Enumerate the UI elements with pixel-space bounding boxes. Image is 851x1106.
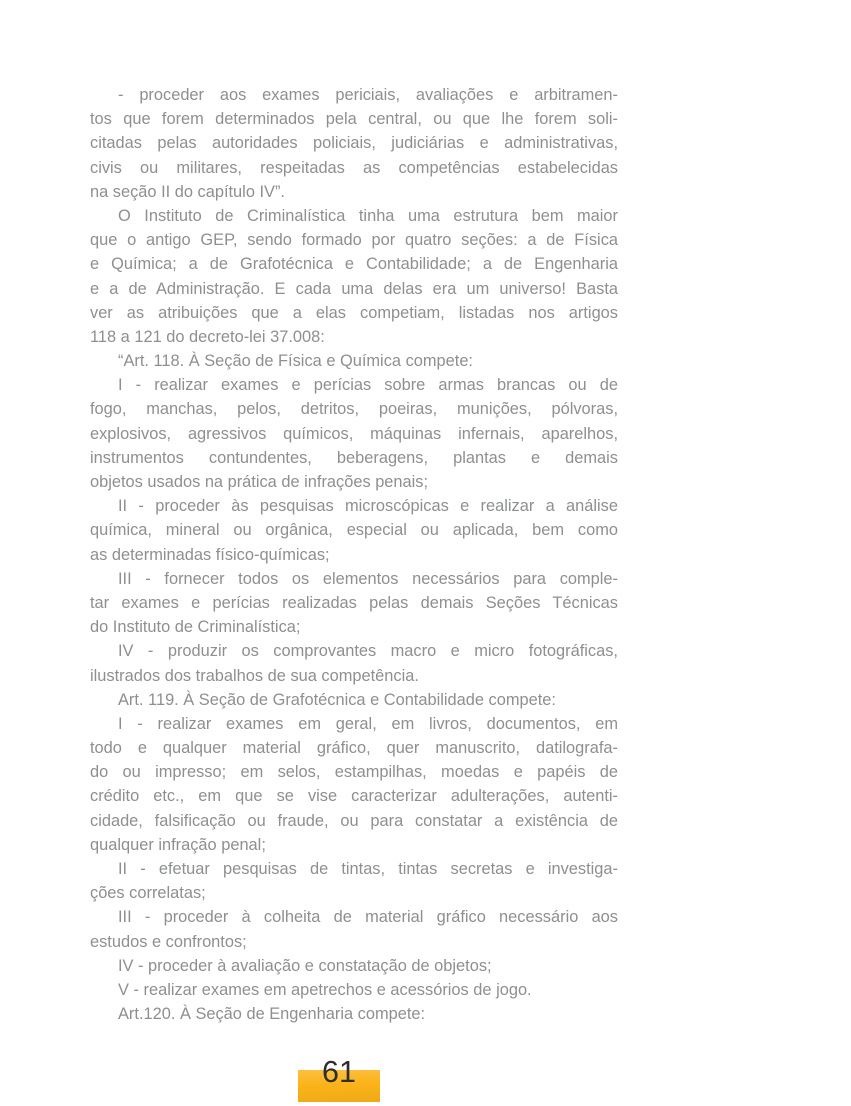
text-line: do Instituto de Criminalística; [90, 618, 301, 637]
text-line: crédito etc., em que se vise caracterizar adulterações, autenti- [90, 787, 618, 806]
paragraph [90, 954, 618, 978]
text-line: ver as atribuições que a elas competiam, listadas nos artigos [90, 303, 618, 322]
text-line: III - proceder à colheita de material gráfico necessário aos [118, 908, 618, 927]
paragraph [90, 204, 618, 349]
text-line: na seção II do capítulo IV”. [90, 182, 285, 201]
text-line: as determinadas físico-químicas; [90, 545, 330, 564]
text-line: - proceder aos exames periciais, avaliações e arbitramen- [118, 86, 618, 104]
paragraph [90, 494, 618, 567]
text-line: cidade, falsificação ou fraude, ou para constatar a existência de [90, 811, 618, 830]
text-line: tos que forem determinados pela central, ou que lhe forem soli- [90, 110, 618, 129]
text-line: V - realizar exames em apetrechos e acessórios de jogo. [118, 980, 532, 999]
text-line: O Instituto de Criminalística tinha uma estrutura bem maior [118, 206, 618, 225]
text-line: qualquer infração penal; [90, 835, 266, 854]
page-number: 61 [322, 1055, 356, 1089]
text-line: ções correlatas; [90, 884, 206, 903]
paragraph [90, 857, 618, 905]
text-line: I - realizar exames e perícias sobre armas brancas ou de [118, 376, 618, 395]
text-line: IV - proceder à avaliação e constatação de objetos; [118, 956, 492, 975]
text-line: do ou impresso; em selos, estampilhas, moedas e papéis de [90, 763, 618, 782]
text-line: II - proceder às pesquisas microscópicas e realizar a análise [118, 497, 618, 516]
text-line: IV - produzir os comprovantes macro e micro fotográficas, [118, 642, 618, 661]
paragraph [90, 688, 618, 712]
text-line: e Química; a de Grafotécnica e Contabilidade; a de Engenharia [90, 255, 618, 274]
paragraph [90, 349, 618, 373]
text-line: ilustrados dos trabalhos de sua competência. [90, 666, 419, 685]
paragraph [90, 978, 618, 1026]
paragraph [90, 567, 618, 640]
text-line: que o antigo GEP, sendo formado por quatro seções: a de Física [90, 231, 618, 250]
text-line: I - realizar exames em geral, em livros, documentos, em [118, 714, 618, 733]
paragraph [90, 639, 618, 687]
text-line: III - fornecer todos os elementos necessários para comple- [118, 569, 618, 588]
text-line: civis ou militares, respeitadas as competências estabelecidas [90, 158, 618, 177]
paragraph [90, 373, 618, 494]
text-line: explosivos, agressivos químicos, máquinas infernais, aparelhos, [90, 424, 618, 443]
text-line: tar exames e perícias realizadas pelas demais Seções Técnicas [90, 593, 618, 612]
paragraph [90, 712, 618, 857]
text-line: 118 a 121 do decreto-lei 37.008: [90, 327, 325, 346]
paragraph [90, 905, 618, 953]
paragraph [90, 83, 618, 204]
text-line: fogo, manchas, pelos, detritos, poeiras, munições, pólvoras, [90, 400, 618, 419]
text-line: Art.120. À Seção de Engenharia compete: [118, 1005, 426, 1024]
text-line: e a de Administração. E cada uma delas era um universo! Basta [90, 279, 618, 298]
text-block [90, 83, 618, 1026]
text-line: objetos usados na prática de infrações penais; [90, 473, 429, 491]
text-line: química, mineral ou orgânica, especial ou aplicada, bem como [90, 521, 618, 540]
text-line: instrumentos contundentes, beberagens, plantas e demais [90, 448, 618, 467]
text-line: todo e qualquer material gráfico, quer manuscrito, datilografa- [90, 739, 618, 758]
text-line: Art. 119. À Seção de Grafotécnica e Contabilidade compete: [118, 690, 556, 709]
text-line: estudos e confrontos; [90, 932, 247, 951]
text-line: II - efetuar pesquisas de tintas, tintas secretas e investiga- [118, 860, 618, 878]
text-line: “Art. 118. À Seção de Física e Química compete: [118, 352, 473, 371]
text-line: citadas pelas autoridades policiais, judiciárias e administrativas, [90, 134, 618, 153]
